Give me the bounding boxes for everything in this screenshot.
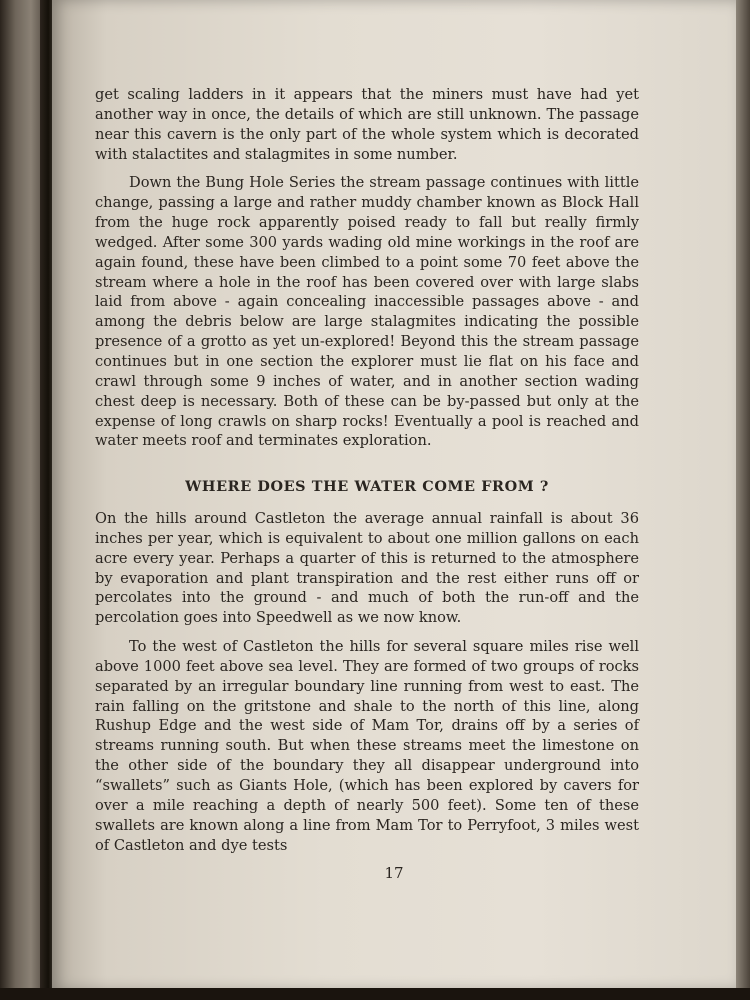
paragraph-rainfall: On the hills around Castleton the average annual rainfall is about 36 inches per year, which is equivalent to about one million gallons on each acre every year. Perhaps a quarter of this is returned to the atmosphere by evaporation and plant transpiration and the rest either runs off or percolates into the ground - and much of both the run-off and the percolation goes into Speedwell as we now know. — [95, 510, 639, 627]
page-number: 17 — [384, 864, 404, 882]
section-heading: WHERE DOES THE WATER COME FROM ? — [185, 478, 549, 496]
paragraph-continuation: get scaling ladders in it appears that the miners must have had yet another way in once, the details of which are still unknown. The passage near this cavern is the only part of the whole system which is decorated with stalactites and stalagmites in some number. — [95, 86, 639, 163]
bottom-edge — [0, 988, 750, 1000]
paragraph-hills-west: To the west of Castleton the hills for several square miles rise well above 1000 feet above sea level. They are formed of two groups of rocks separated by an irregular boundary line running from west to east. The rain falling on the gritstone and shale to the north of this line, along Rushup Edge and the west side of Mam Tor, drains off by a series of streams running south. But when these streams meet the limestone on the other side of the boundary they all disappear underground into “swallets” such as Giants Hole, (which has been explored by cavers for over a mile reaching a depth of nearly 500 feet). Some ten of these swallets are known along a line from Mam Tor to Perryfoot, 3 miles west of Castleton and dye tests — [95, 638, 639, 854]
book-page — [52, 0, 736, 990]
page-text — [95, 85, 639, 864]
paragraph-bung-hole-series: Down the Bung Hole Series the stream passage continues with little change, passing a large and rather muddy chamber known as Block Hall from the huge rock apparently poised ready to fall but really firmly wedged. After some 300 yards wading old mine workings in the roof are again found, these have been climbed to a point some 70 feet above the stream where a hole in the roof has been covered over with large slabs laid from above - again concealing inaccessible passages above - and among the debris below are large stalagmites indicating the possible presence of a grotto as yet un-explored! Beyond this the stream passage continues but in one section the explorer must lie flat on his face and crawl through some 9 inches of water, and in another section wading chest deep is necessary. Both of these can be by-passed but only at the expense of long crawls on sharp rocks! Eventually a pool is reached and water meets roof and terminates exploration. — [95, 174, 639, 450]
left-page-edge — [0, 0, 44, 1000]
right-page-edge — [736, 0, 750, 1000]
